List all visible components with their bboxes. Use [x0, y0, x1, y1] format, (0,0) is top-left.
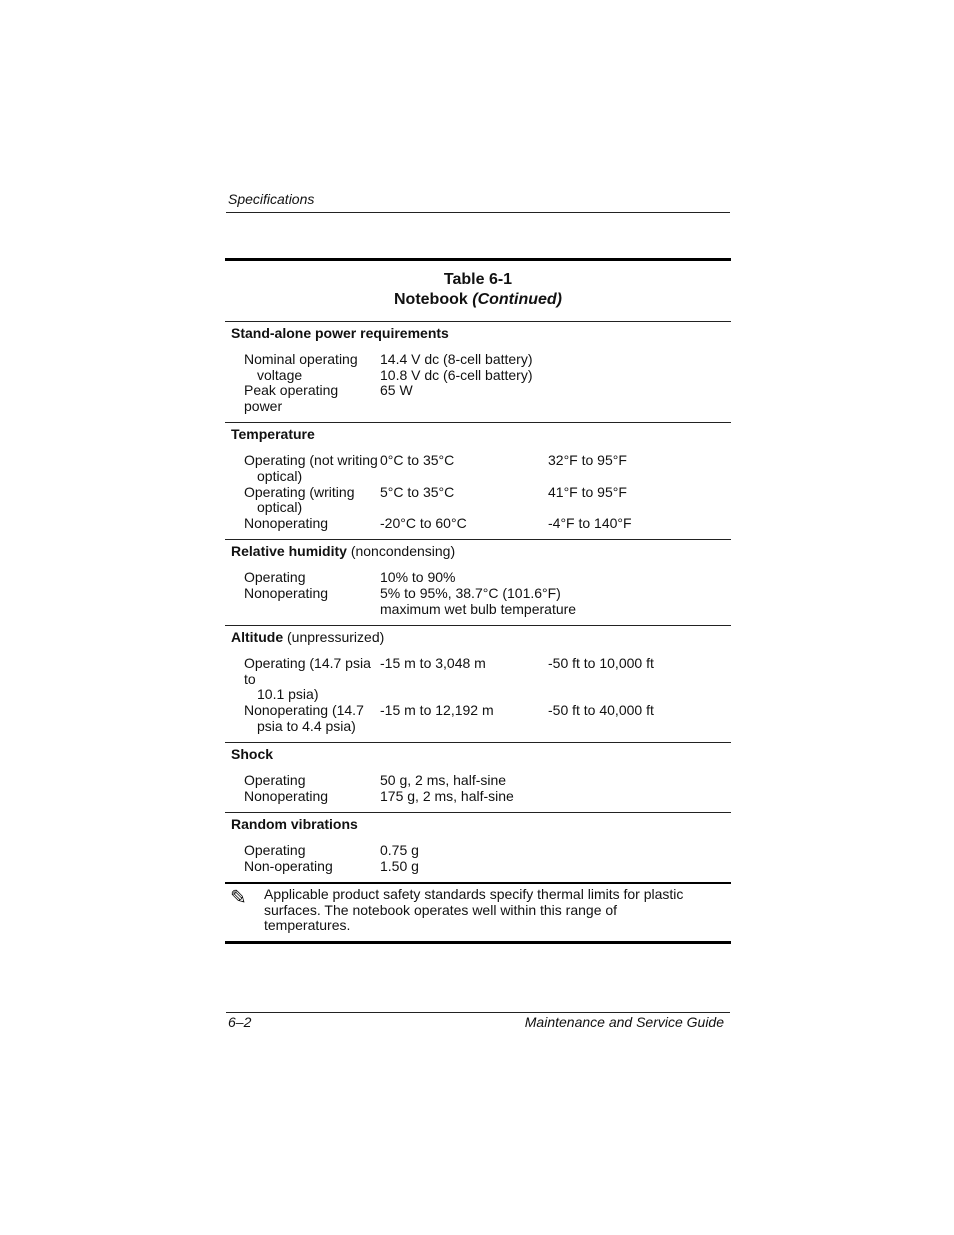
section-altitude-heading: Altitude (unpressurized) [231, 629, 385, 646]
header-rule [226, 212, 730, 213]
table-continued: (Continued) [472, 291, 562, 308]
table-row: Peak operating power 65 W [244, 382, 413, 414]
table-row: Operating (not writing optical) 0°C to 35°C 32°F to 95°F [244, 452, 627, 484]
table-caption [225, 261, 731, 321]
table-row: Nominal operating voltage 14.4 V dc (8-cell battery) 10.8 V dc (6-cell battery) [244, 351, 533, 383]
note-text: Applicable product safety standards specify thermal limits for plastic surfaces. The notebook operates well within this range of temperatures. [264, 885, 684, 934]
guide-title: Maintenance and Service Guide [524, 1014, 724, 1030]
table-title-text: Notebook [394, 291, 468, 308]
section-humidity-rows [225, 563, 731, 625]
table-row: Nonoperating 175 g, 2 ms, half-sine [244, 787, 514, 804]
table-row: Nonoperating -20°C to 60°C -4°F to 140°F [244, 514, 632, 531]
table-row: Non-operating 1.50 g [244, 857, 419, 874]
section-vibration-rows [225, 836, 731, 882]
table-row: Nonoperating 5% to 95%, 38.7°C (101.6°F) maximum wet bulb temperature [244, 584, 577, 617]
section-humidity-heading: Relative humidity (noncondensing) [231, 543, 456, 560]
table-row: Nonoperating (14.7 psia to 4.4 psia) -15 m to 12,192 m -50 ft to 40,000 ft [244, 701, 654, 734]
section-power-heading: Stand-alone power requirements [231, 325, 449, 341]
running-header: Specifications [228, 191, 315, 207]
table-note [225, 884, 731, 941]
section-shock-heading: Shock [231, 746, 274, 763]
section-vibration-heading: Random vibrations [231, 816, 358, 833]
table-row: Operating 10% to 90% [244, 569, 456, 586]
footer-rule [226, 1012, 730, 1013]
section-shock-rows [225, 766, 731, 812]
section-altitude-rows [225, 649, 731, 742]
table-row: Operating (writing optical) 5°C to 35°C 41°F to 95°F [244, 483, 627, 516]
page-number: 6–2 [228, 1014, 252, 1030]
table-row: Operating 50 g, 2 ms, half-sine [244, 772, 507, 789]
section-temperature-rows [225, 446, 731, 539]
table-bottom-rule [225, 941, 731, 944]
table-title [225, 290, 731, 310]
table-number: Table 6-1 [443, 271, 513, 288]
spec-table [225, 258, 731, 944]
table-row: Operating 0.75 g [244, 842, 419, 859]
section-temperature-heading: Temperature [231, 426, 315, 443]
pencil-note-icon: ✎ [230, 886, 247, 909]
table-row: Operating (14.7 psia to 10.1 psia) -15 m to 3,048 m -50 ft to 10,000 ft [244, 655, 654, 703]
section-power-rows [225, 345, 731, 422]
